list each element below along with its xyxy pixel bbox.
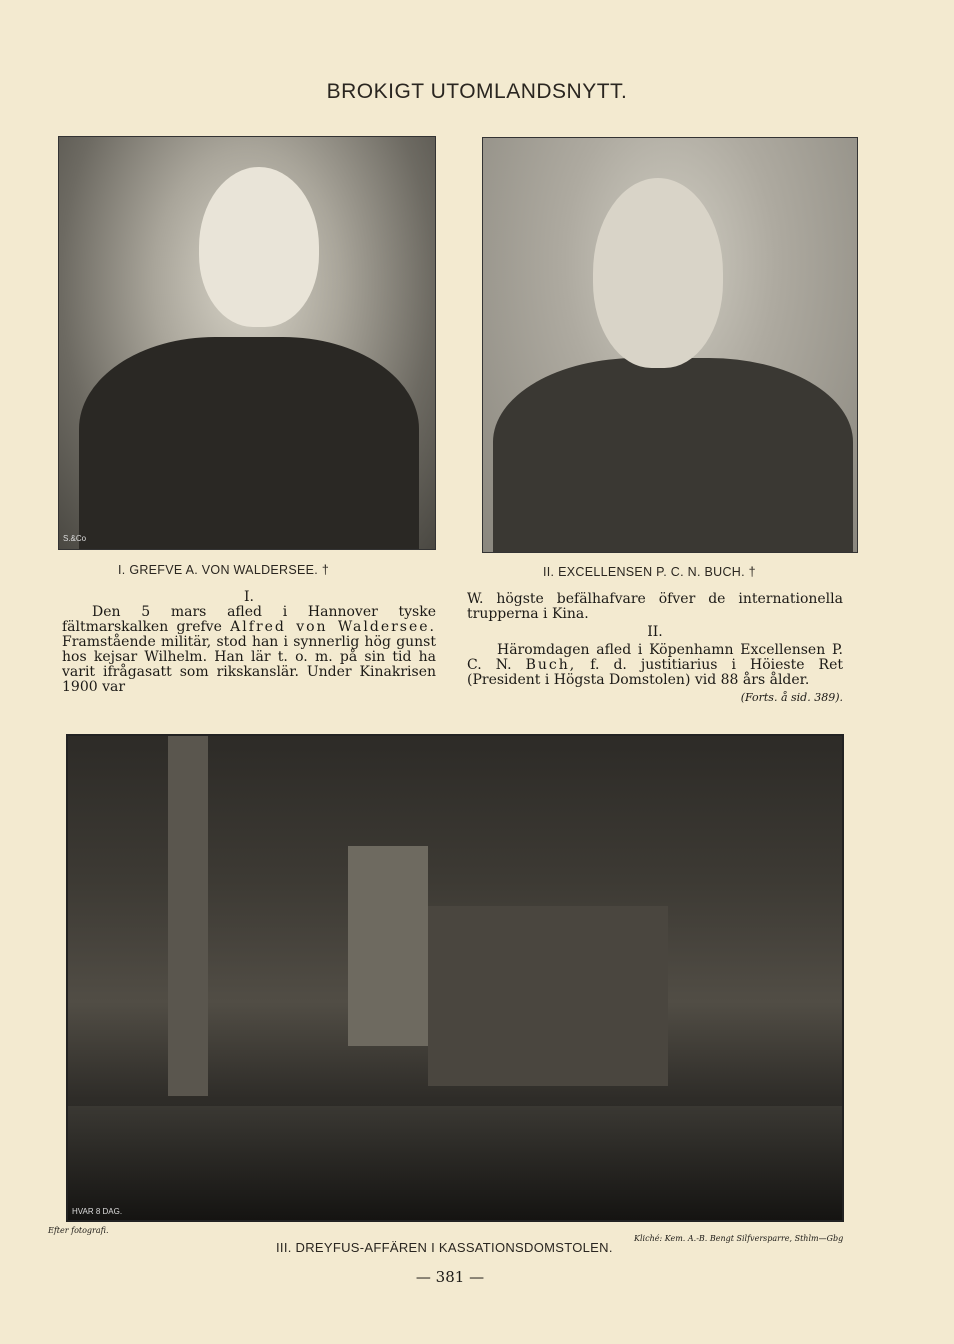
caption-figure-1: I. GREFVE A. VON WALDERSEE. † [118,563,330,577]
section-heading-1: I. [244,589,254,605]
page-number: — 381 — [415,1268,485,1286]
page-title: BROKIGT UTOMLANDSNYTT. [326,80,628,103]
section-heading-2: II. [647,624,663,640]
wall-panel [428,906,668,1086]
paragraph-2 [467,643,843,688]
photo-watermark: HVAR 8 DAG. [72,1207,123,1216]
uniform-silhouette [79,337,419,550]
coat-silhouette [493,358,853,553]
audience [68,1106,842,1220]
cliche-credit: Kliché: Kem. A.-B. Bengt Silfversparre, Sthlm—Gbg [634,1234,844,1243]
curtain [168,736,208,1096]
paragraph-text: Den 5 mars afled i Hannover tyske fältmarskalken grefve [62,604,436,635]
photo-credit: Efter fotografi. [48,1226,109,1235]
photo-dreyfus-court [66,734,844,1222]
face [199,167,319,327]
paragraph-text: Häromdagen afled i Köpenhamn Excellensen P. C. N. [467,642,843,673]
portrait-waldersee [58,136,436,550]
paragraph-continuation: W. högste befälhafvare öfver de internationella trupperna i Kina. [467,591,843,622]
article-column-1 [62,590,436,695]
face [593,178,723,368]
paragraph-1 [62,605,436,695]
person-name: Alfred von Waldersee. [230,619,436,635]
person-name: Buch, [525,657,577,673]
portrait-buch [482,137,858,553]
doorway [348,846,428,1046]
caption-figure-2: II. EXCELLENSEN P. C. N. BUCH. † [543,565,756,579]
continued-note: (Forts. å sid. 389). [740,691,843,704]
photo-signature: S.&Co [63,534,87,543]
caption-figure-3: III. DREYFUS-AFFÄREN I KASSATIONSDOMSTOLEN. [276,1240,613,1255]
paragraph-text: f. d. justitiarius i Höieste Ret (President i Högsta Domstolen) vid 88 års ålder. [467,657,844,688]
paragraph-text: Framstående militär, stod han i synnerlig hög gunst hos kejsar Wilhelm. Han lär t. o. m. på sin tid ha varit ifrågasatt som rikskanslär. Under Kinakrisen 1900 var [62,634,436,695]
article-column-2 [467,592,843,705]
